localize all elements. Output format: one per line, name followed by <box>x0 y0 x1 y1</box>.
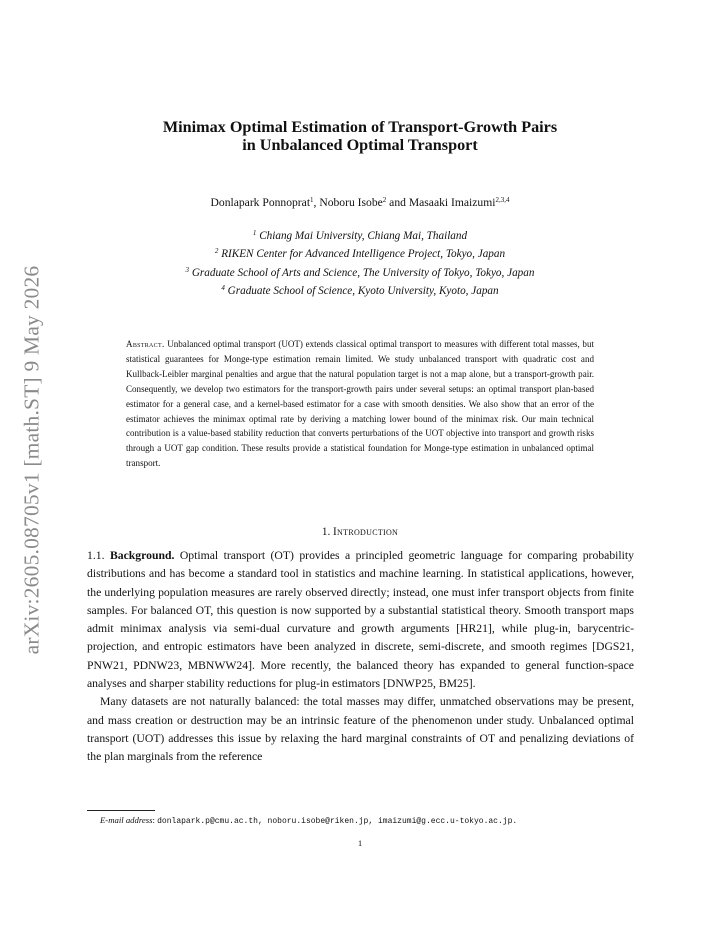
paragraph: Many datasets are not naturally balanced: the total masses may differ, unmatched observations may be present, and mass creation or destruction may be an intrinsic feature of the phenomenon under study. Unbalanced optimal transport (UOT) addresses this issue by relaxing the hard marginal constraints of OT and penalizing deviations of the plan marginals from the reference <box>87 695 634 764</box>
subsection-number: 1.1. <box>87 549 105 562</box>
author-name: Donlapark Ponnoprat <box>210 196 311 209</box>
paper-title <box>100 119 620 154</box>
title-line-2: in Unbalanced Optimal Transport <box>242 135 478 154</box>
affiliation-mark: 4 <box>221 283 225 292</box>
body-text <box>87 547 634 767</box>
affiliation-text: RIKEN Center for Advanced Intelligence Project, Tokyo, Japan <box>221 248 506 261</box>
author-name: Masaaki Imaizumi <box>408 196 496 209</box>
affiliation-text: Graduate School of Science, Kyoto University, Kyoto, Japan <box>227 284 499 297</box>
section-title: Introduction <box>333 526 399 538</box>
arxiv-identifier: arXiv:2605.08705v1 [math.ST] 9 May 2026 <box>19 265 44 655</box>
section-heading <box>100 526 620 538</box>
title-line-1: Minimax Optimal Estimation of Transport-Growth Pairs <box>162 118 558 136</box>
author-list <box>100 196 620 209</box>
affiliation-text: Chiang Mai University, Chiang Mai, Thailand <box>259 230 468 242</box>
email-addresses: donlapark.p@cmu.ac.th, noboru.isobe@riken.jp, imaizumi@g.ecc.u-tokyo.ac.jp. <box>157 817 518 826</box>
affiliation-list <box>100 227 620 300</box>
affiliation <box>100 264 620 282</box>
affiliation <box>100 245 620 263</box>
author-separator: , <box>313 196 320 209</box>
affiliation <box>100 227 620 245</box>
footnote-rule <box>87 810 155 811</box>
abstract-label: Abstract. <box>126 339 165 349</box>
affiliation-mark: 1 <box>252 229 257 237</box>
affiliation <box>100 282 620 300</box>
abstract <box>126 337 594 471</box>
arxiv-sidebar <box>14 250 50 670</box>
subsection-title: Background. <box>109 549 175 562</box>
author-affiliation-mark: 2,3,4 <box>495 196 510 204</box>
author-affiliation-mark: 2 <box>382 196 387 204</box>
author-name: Noboru Isobe <box>319 196 383 209</box>
page-number: 1 <box>357 838 363 848</box>
section-number: 1. <box>321 526 331 538</box>
paragraph <box>87 547 634 693</box>
author-separator: and <box>386 196 409 209</box>
affiliation-text: Graduate School of Arts and Science, The University of Tokyo, Tokyo, Japan <box>191 266 535 279</box>
footnote: E-mail address: donlapark.p@cmu.ac.th, noboru.isobe@riken.jp, imaizumi@g.ecc.u-tokyo.ac.jp. <box>100 815 518 826</box>
footnote-label: E-mail address <box>100 815 153 825</box>
author-affiliation-mark: 1 <box>310 196 314 204</box>
affiliation-mark: 2 <box>214 247 219 256</box>
abstract-text: Unbalanced optimal transport (UOT) extends classical optimal transport to measures with different total masses, but statistical guarantees for Monge-type estimation remain limited. We study unbalanced transport with quadratic cost and Kullback-Leibler marginal penalties and argue that the natural population target is not a map alone, but a transport-growth pair. Consequently, we develop two estimators for the transport-growth pairs under several setups: an optimal transport plan-based estimator for a general case, and a kernel-based estimator for a case with smooth densities. We also show that an error of the estimator achieves the minimax optimal rate by deriving a matching lower bound of the minimax risk. Our main technical contribution is a value-based stability reduction that converts perturbations of the UOT objective into transport and growth risks through a UOT gap condition. These results provide a statistical foundation for Monge-type estimation in unbalanced optimal transport. <box>126 339 594 469</box>
paragraph-text: Optimal transport (OT) provides a principled geometric language for comparing probability distributions and has become a standard tool in statistics and machine learning. In statistical applications, however, the underlying population measures are rarely observed directly; instead, one must infer transport objects from finite samples. For balanced OT, this question is now supported by a substantial statistical theory. Smooth transport maps admit minimax analysis via semi-dual curvature and growth arguments [HR21], while plug-in, barycentric-projection, and entropic estimators have been analyzed in discrete, semi-discrete, and smooth regimes [DGS21, PNW21, PDNW23, MBNWW24]. More recently, the balanced theory has expanded to general function-space analyses and sharper stability reductions for plug-in estimators [DNWP25, BM25]. <box>87 549 635 691</box>
affiliation-mark: 3 <box>185 265 190 274</box>
